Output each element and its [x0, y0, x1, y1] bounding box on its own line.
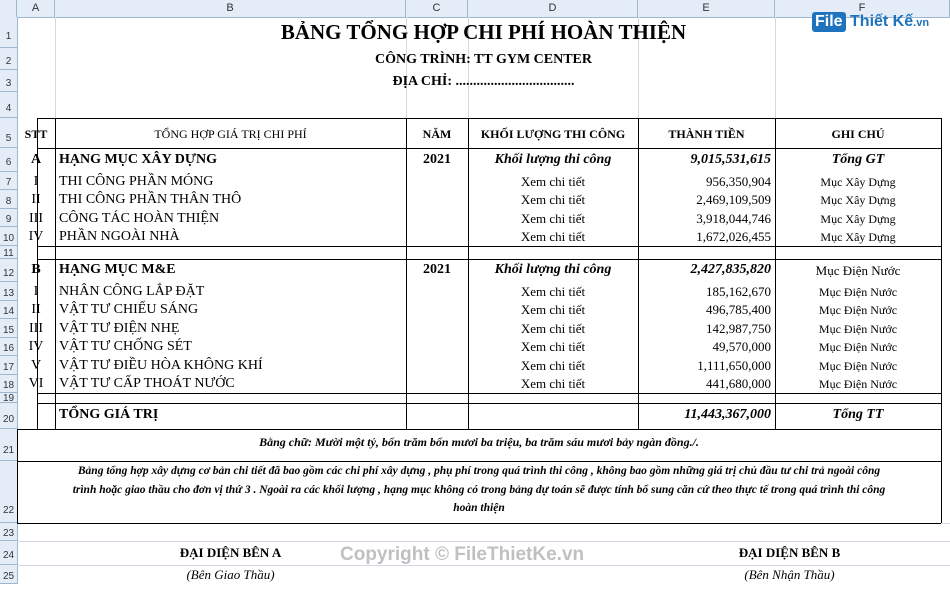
- table-border: [55, 118, 56, 429]
- stt-cell: A: [30, 152, 42, 167]
- qty-cell: Xem chi tiết: [520, 339, 586, 354]
- note-cell: Mục Điện Nước: [818, 359, 898, 373]
- qty-cell: Xem chi tiết: [520, 302, 586, 317]
- qty-cell: Xem chi tiết: [520, 376, 586, 391]
- row-header-19[interactable]: 19: [0, 393, 17, 403]
- year-cell: 2021: [423, 262, 451, 277]
- desc-cell: CÔNG TÁC HOÀN THIỆN: [59, 211, 220, 226]
- stt-cell: II: [31, 302, 41, 317]
- column-header-f[interactable]: F: [775, 0, 950, 17]
- desc-cell: NHÂN CÔNG LẮP ĐẶT: [59, 284, 205, 299]
- table-border: [37, 259, 941, 260]
- row-header-8[interactable]: 8: [0, 190, 17, 209]
- note-cell: Mục Xây Dựng: [820, 175, 896, 189]
- gridline: [17, 541, 950, 542]
- header-amount: THÀNH TIỀN: [668, 127, 745, 141]
- note-line-2: trình hoặc giao thầu cho đơn vị thứ 3 . Ngoài ra các khối lượng , hạng mục không có trong bảng dự toán sẽ được tính bổ sung căn cứ theo thực tế trong quá trình thi công: [72, 484, 886, 496]
- stt-cell: III: [29, 321, 43, 336]
- amount-cell: 496,785,400: [706, 302, 771, 317]
- rep-a-label: ĐẠI DIỆN BÊN A: [179, 545, 282, 560]
- stt-cell: IV: [28, 339, 44, 354]
- note-cell: Mục Điện Nước: [818, 285, 898, 299]
- amount-cell: 3,918,044,746: [696, 211, 771, 226]
- row-header-16[interactable]: 16: [0, 338, 17, 356]
- row-header-6[interactable]: 6: [0, 148, 17, 172]
- row-header-24[interactable]: 24: [0, 541, 17, 565]
- note-line-1: Bảng tổng hợp xây dựng cơ bản chi tiết đã bao gồm các chi phí xây dựng , phụ phí trong quá trình thi công , không bao gồm những giá trị chủ đầu tư chi trả ngoài công: [77, 465, 881, 477]
- qty-cell: Xem chi tiết: [520, 358, 586, 373]
- table-border: [941, 118, 942, 523]
- note-line-3: hoàn thiện: [453, 502, 505, 514]
- stt-cell: IV: [28, 229, 44, 244]
- header-note: GHI CHÚ: [831, 127, 885, 141]
- amount-cell: 2,427,835,820: [690, 262, 771, 277]
- desc-cell: HẠNG MỤC XÂY DỰNG: [59, 152, 217, 167]
- project-address: ĐỊA CHỈ: ..................................: [392, 74, 575, 89]
- row-header-3[interactable]: 3: [0, 70, 17, 92]
- row-header-1[interactable]: 1: [0, 17, 17, 48]
- desc-cell: VẬT TƯ ĐIỆN NHẸ: [59, 321, 180, 336]
- amount-in-words: Bằng chữ: Mười một tỷ, bốn trăm bốn mươi ba triệu, ba trăm sáu mươi bảy ngàn đồng./.: [259, 435, 699, 449]
- desc-cell: VẬT TƯ CHỐNG SÉT: [59, 339, 192, 354]
- amount-cell: 956,350,904: [706, 174, 771, 189]
- column-header-a[interactable]: A: [17, 0, 55, 17]
- logo-text: Thiết Kế: [850, 13, 914, 30]
- row-header-25[interactable]: 25: [0, 565, 17, 584]
- note-cell: Mục Điện Nước: [818, 340, 898, 354]
- desc-cell: HẠNG MỤC M&E: [59, 262, 176, 277]
- row-header-12[interactable]: 12: [0, 259, 17, 282]
- stt-cell: I: [33, 284, 39, 299]
- amount-cell: 49,570,000: [712, 339, 771, 354]
- row-header-4[interactable]: 4: [0, 92, 17, 118]
- desc-cell: VẬT TƯ ĐIỀU HÒA KHÔNG KHÍ: [59, 358, 263, 373]
- qty-cell: Xem chi tiết: [520, 229, 586, 244]
- desc-cell: VẬT TƯ CẤP THOÁT NƯỚC: [59, 376, 235, 391]
- column-header-bar: [0, 0, 950, 18]
- row-header-bar: [0, 17, 18, 584]
- rep-b-sub: (Bên Nhận Thầu): [744, 567, 835, 582]
- select-all-corner[interactable]: [0, 0, 17, 17]
- sheet-grid[interactable]: [17, 17, 950, 584]
- amount-cell: 1,111,650,000: [697, 358, 771, 373]
- stt-cell: V: [30, 358, 42, 373]
- header-year: NĂM: [422, 127, 452, 141]
- desc-cell: THI CÔNG PHẦN MÓNG: [59, 174, 214, 189]
- stt-cell: VI: [28, 376, 44, 391]
- stt-cell: III: [29, 211, 43, 226]
- table-border: [17, 461, 941, 462]
- desc-cell: PHẦN NGOÀI NHÀ: [59, 229, 180, 244]
- qty-cell: Khối lượng thi công: [494, 262, 612, 277]
- table-border: [37, 393, 941, 394]
- qty-cell: Xem chi tiết: [520, 321, 586, 336]
- qty-cell: Xem chi tiết: [520, 192, 586, 207]
- note-cell: Mục Điện Nước: [818, 322, 898, 336]
- amount-cell: 9,015,531,615: [690, 152, 771, 167]
- row-header-20[interactable]: 20: [0, 403, 17, 429]
- note-cell: Mục Điện Nước: [818, 303, 898, 317]
- column-header-d[interactable]: D: [468, 0, 638, 17]
- amount-cell: 2,469,109,509: [696, 192, 771, 207]
- row-header-11[interactable]: 11: [0, 246, 17, 259]
- amount-cell: 142,987,750: [706, 321, 771, 336]
- rep-b-label: ĐẠI DIỆN BÊN B: [738, 545, 841, 560]
- sheet-title: BẢNG TỔNG HỢP CHI PHÍ HOÀN THIỆN: [280, 20, 687, 44]
- note-cell: Mục Xây Dựng: [820, 212, 896, 226]
- qty-cell: Xem chi tiết: [520, 284, 586, 299]
- note-cell: Mục Điện Nước: [818, 377, 898, 391]
- row-header-13[interactable]: 13: [0, 282, 17, 301]
- amount-cell: 441,680,000: [706, 376, 771, 391]
- copyright-watermark: Copyright © FileThietKe.vn: [340, 544, 585, 565]
- table-border: [17, 523, 941, 524]
- note-cell: Mục Xây Dựng: [820, 230, 896, 244]
- note-cell: Mục Xây Dựng: [820, 193, 896, 207]
- row-header-5[interactable]: 5: [0, 118, 17, 148]
- logo-box: File: [812, 12, 846, 32]
- header-stt: STT: [24, 127, 48, 141]
- column-header-b[interactable]: B: [55, 0, 406, 17]
- row-header-2[interactable]: 2: [0, 48, 17, 70]
- header-qty: KHỐI LƯỢNG THI CÔNG: [480, 127, 626, 141]
- column-header-c[interactable]: C: [406, 0, 468, 17]
- note-cell: Tổng GT: [831, 152, 885, 167]
- header-desc: TỔNG HỢP GIÁ TRỊ CHI PHÍ: [154, 127, 307, 141]
- stt-cell: B: [31, 262, 41, 277]
- stt-cell: I: [33, 174, 39, 189]
- qty-cell: Xem chi tiết: [520, 211, 586, 226]
- row-header-9[interactable]: 9: [0, 209, 17, 227]
- year-cell: 2021: [423, 152, 451, 167]
- filethietke-logo: [812, 12, 929, 32]
- table-border: [17, 429, 941, 430]
- row-header-22[interactable]: 22: [0, 461, 17, 523]
- qty-cell: Khối lượng thi công: [494, 152, 612, 167]
- column-header-e[interactable]: E: [638, 0, 775, 17]
- row-header-18[interactable]: 18: [0, 375, 17, 393]
- note-cell: Mục Điện Nước: [815, 263, 901, 278]
- logo-suffix: .vn: [913, 17, 930, 29]
- table-border: [37, 118, 941, 119]
- total-note: Tổng TT: [832, 407, 884, 422]
- table-border: [37, 148, 941, 149]
- table-border: [37, 246, 941, 247]
- row-header-7[interactable]: 7: [0, 172, 17, 190]
- table-border: [37, 403, 941, 404]
- row-header-21[interactable]: 21: [0, 429, 17, 461]
- qty-cell: Xem chi tiết: [520, 174, 586, 189]
- row-header-23[interactable]: 23: [0, 523, 17, 541]
- desc-cell: VẬT TƯ CHIẾU SÁNG: [59, 302, 199, 317]
- row-header-17[interactable]: 17: [0, 356, 17, 375]
- project-name: CÔNG TRÌNH: TT GYM CENTER: [374, 52, 593, 67]
- row-header-15[interactable]: 15: [0, 319, 17, 338]
- total-amount: 11,443,367,000: [684, 407, 771, 422]
- amount-cell: 185,162,670: [706, 284, 771, 299]
- row-header-10[interactable]: 10: [0, 227, 17, 246]
- stt-cell: II: [31, 192, 41, 207]
- total-label: TỔNG GIÁ TRỊ: [59, 407, 159, 422]
- desc-cell: THI CÔNG PHẦN THÂN THÔ: [59, 192, 242, 207]
- row-header-14[interactable]: 14: [0, 301, 17, 319]
- rep-a-sub: (Bên Giao Thầu): [186, 567, 275, 582]
- amount-cell: 1,672,026,455: [696, 229, 771, 244]
